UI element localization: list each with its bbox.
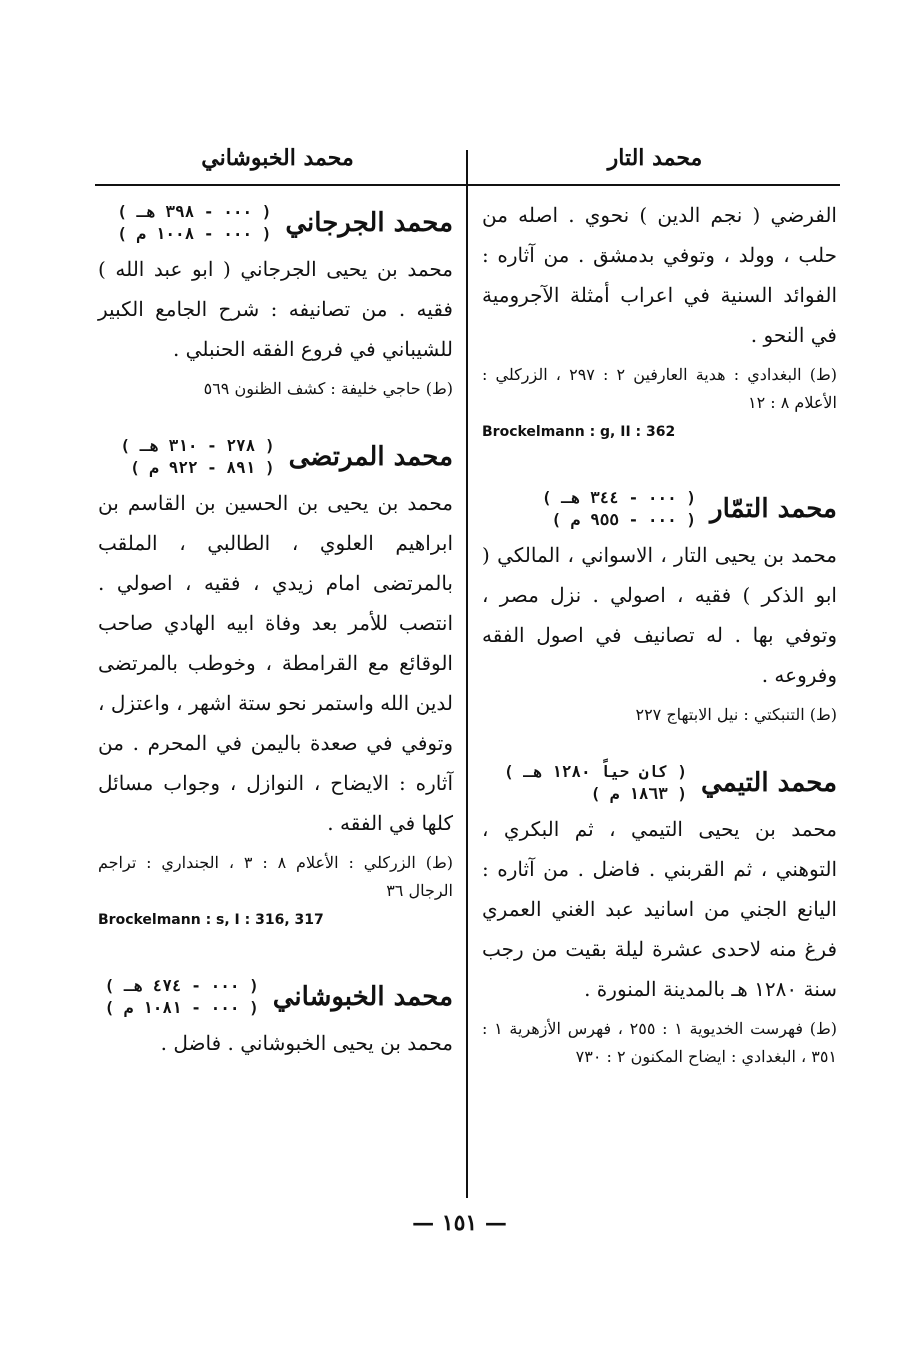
entry-dates (117, 201, 271, 245)
entry-dates (504, 761, 687, 805)
entry-name: محمد المرتضى (288, 442, 453, 472)
gregorian-dates: ( ٠٠٠ - ٩٥٥ م ) (551, 510, 697, 529)
entry-reference: (ط) الزركلي : الأعلام ٨ : ٣ ، الجنداري : تراجم الرجال ٣٦ (98, 853, 454, 900)
running-header-right: محمد التار (607, 145, 703, 171)
hijri-dates: ( ٠٠٠ - ٣٩٨ هـ ) (117, 202, 272, 221)
page-number: — ١٥١ — (412, 1210, 507, 1236)
entry-reference: (ط) التنبكتي : نيل الابتهاج ٢٢٧ (635, 705, 837, 724)
running-header-left: محمد الخبوشاني (201, 145, 354, 171)
entry-heading-khabushani (98, 975, 453, 1019)
entry-name: محمد الجرجاني (285, 208, 453, 238)
entry-heading-jurjani (98, 201, 453, 245)
left-column (98, 195, 453, 1063)
entry-name: محمد التمّار (710, 494, 837, 524)
gregorian-dates: ( ٠٠٠ - ١٠٨١ م ) (104, 998, 259, 1017)
gregorian-dates: ( ٠٠٠ - ١٠٠٨ م ) (117, 224, 272, 243)
entry-dates (120, 435, 274, 479)
entry-body: محمد بن يحيى بن الحسين بن القاسم بن ابراهيم العلوي ، الطالبي ، الملقب بالمرتضى امام زيدي ، فقيه ، اصولي . انتصب للأمر بعد وفاة ابيه الهادي صاحب الوقائع مع القرامطة ، وخوطب بالمرتضى لدين الله واستمر نحو ستة اشهر ، واعتزل ، وتوفي في صعدة باليمن في المحرم . من آثاره : الايضاح ، النوازل ، وجواب مسائل كلها في الفقه . (98, 491, 453, 835)
entry-latin-reference: Brockelmann : s, I : 316, 317 (98, 912, 324, 928)
entry-reference: (ط) حاجي خليفة : كشف الظنون ٥٦٩ (203, 379, 453, 398)
entry-heading-murtada (98, 435, 453, 479)
column-divider (466, 150, 468, 1198)
gregorian-dates: ( ٨٩١ - ٩٢٢ م ) (130, 458, 275, 477)
continuation-text: الفرضي ( نجم الدين ) نحوي . اصله من حلب ، وولد ، وتوفي بدمشق . من آثاره : الفوائد السنية في اعراب أمثلة الآجرومية في النحو . (482, 203, 837, 347)
entry-heading-taymi (482, 761, 837, 805)
continuation-latin-reference: Brockelmann : g, II : 362 (482, 424, 676, 440)
gregorian-dates: ( ١٨٦٣ م ) (590, 784, 688, 803)
entry-dates (105, 975, 259, 1019)
entry-body: محمد بن يحيى التار ، الاسواني ، المالكي ( ابو الذكر ) فقيه ، اصولي . نزل مصر ، وتوفي بها . له تصانيف في اصول الفقه وفروعه . (482, 543, 837, 687)
entry-body: محمد بن يحيى الخبوشاني . فاضل . (160, 1031, 453, 1055)
entry-heading-tammar (482, 487, 837, 531)
hijri-dates: ( ٠٠٠ - ٤٧٤ هـ ) (104, 976, 259, 995)
entry-dates (542, 487, 696, 531)
hijri-dates: ( ٢٧٨ - ٣١٠ هـ ) (120, 436, 275, 455)
right-column (482, 195, 837, 1071)
hijri-dates: ( كان حياً ١٢٨٠ هـ ) (503, 762, 688, 781)
entry-body: محمد بن يحيى الجرجاني ( ابو عبد الله ) فقيه . من تصانيفه : شرح الجامع الكبير للشيباني في فروع الفقه الحنبلي . (98, 257, 453, 361)
continuation-reference: (ط) البغدادي : هدية العارفين ٢ : ٢٩٧ ، الزركلي : الأعلام ٨ : ١٢ (482, 365, 838, 412)
entry-body: محمد بن يحيى التيمي ، ثم البكري ، التوهني ، ثم القربني . فاضل . من آثاره : اليانع الجني من اسانيد عبد الغني العمري فرغ منه لاحدى عشرة ليلة بقيت من رجب سنة ١٢٨٠ هـ بالمدينة المنورة . (482, 817, 837, 1001)
entry-name: محمد الخبوشاني (272, 982, 453, 1012)
entry-reference: (ط) فهرست الخديوية ١ : ٢٥٥ ، فهرس الأزهرية ١ : ٣٥١ ، البغدادي : ايضاح المكنون ٢ : ٧٣٠ (482, 1019, 838, 1066)
entry-name: محمد التيمي (701, 768, 837, 798)
hijri-dates: ( ٠٠٠ - ٣٤٤ هـ ) (541, 488, 697, 507)
